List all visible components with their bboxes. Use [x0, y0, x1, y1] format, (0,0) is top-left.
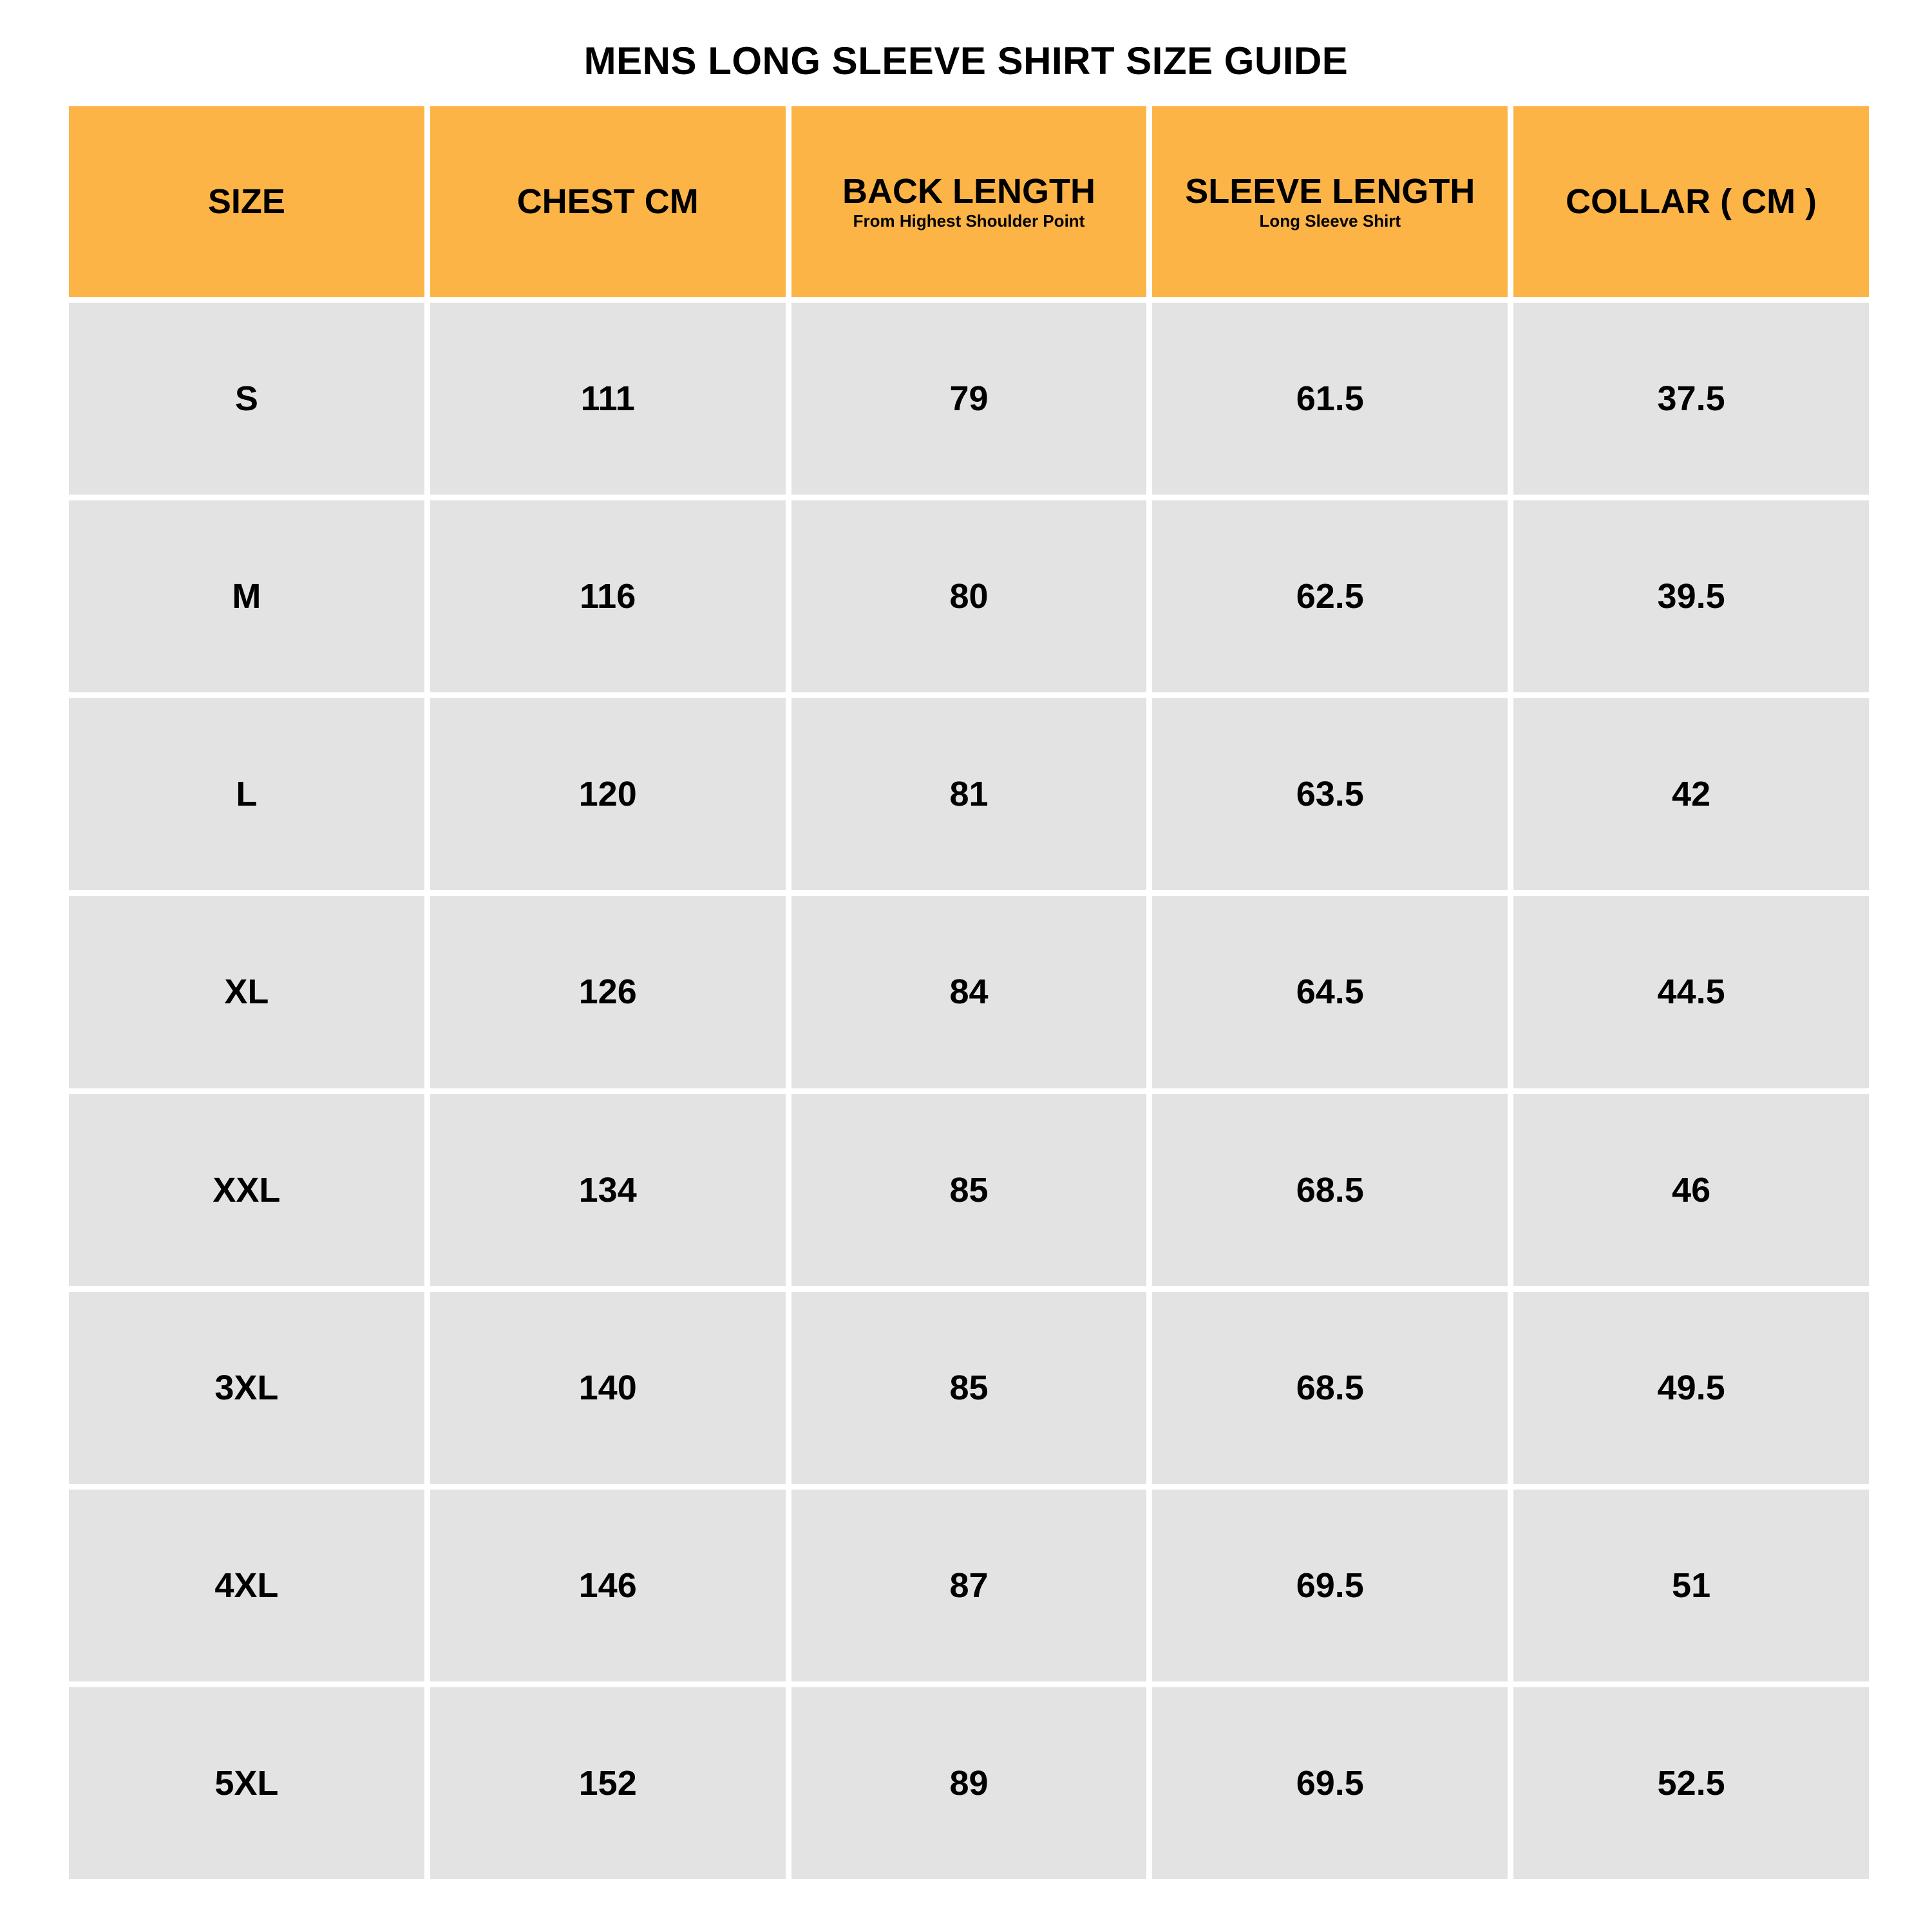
table-cell-size: M	[69, 500, 424, 692]
table-cell-back-length: 84	[791, 896, 1147, 1088]
table-cell-collar: 37.5	[1513, 303, 1869, 495]
table-cell-chest: 152	[430, 1687, 786, 1879]
table-cell-sleeve-length: 62.5	[1152, 500, 1508, 692]
page-title: MENS LONG SLEEVE SHIRT SIZE GUIDE	[583, 39, 1349, 82]
table-cell-back-length: 85	[791, 1094, 1147, 1286]
table-cell-chest: 146	[430, 1490, 786, 1681]
table-cell-collar: 42	[1513, 698, 1869, 890]
size-guide-table	[69, 106, 1869, 1879]
table-cell-back-length: 87	[791, 1490, 1147, 1681]
table-cell-size: S	[69, 303, 424, 495]
table-cell-chest: 140	[430, 1292, 786, 1484]
table-cell-chest: 111	[430, 303, 786, 495]
header-cell-size	[69, 106, 424, 297]
table-cell-collar: 51	[1513, 1490, 1869, 1681]
table-cell-size: 3XL	[69, 1292, 424, 1484]
table-cell-back-length: 89	[791, 1687, 1147, 1879]
table-cell-sleeve-length: 69.5	[1152, 1490, 1508, 1681]
table-cell-collar: 46	[1513, 1094, 1869, 1286]
header-label: BACK LENGTH	[842, 172, 1095, 211]
table-cell-chest: 116	[430, 500, 786, 692]
table-cell-sleeve-length: 68.5	[1152, 1292, 1508, 1484]
table-cell-sleeve-length: 68.5	[1152, 1094, 1508, 1286]
table-cell-sleeve-length: 63.5	[1152, 698, 1508, 890]
table-cell-size: 4XL	[69, 1490, 424, 1681]
header-cell-chest	[430, 106, 786, 297]
table-cell-sleeve-length: 61.5	[1152, 303, 1508, 495]
table-cell-size: 5XL	[69, 1687, 424, 1879]
table-cell-back-length: 80	[791, 500, 1147, 692]
table-cell-sleeve-length: 69.5	[1152, 1687, 1508, 1879]
table-cell-collar: 49.5	[1513, 1292, 1869, 1484]
header-cell-back-length	[791, 106, 1147, 297]
header-sublabel: Long Sleeve Shirt	[1259, 211, 1401, 231]
header-label: COLLAR ( CM )	[1566, 182, 1817, 221]
table-cell-sleeve-length: 64.5	[1152, 896, 1508, 1088]
header-sublabel: From Highest Shoulder Point	[853, 211, 1085, 231]
table-cell-size: XXL	[69, 1094, 424, 1286]
header-label: SIZE	[207, 182, 285, 221]
table-cell-size: XL	[69, 896, 424, 1088]
header-label: SLEEVE LENGTH	[1185, 172, 1475, 211]
header-cell-collar	[1513, 106, 1869, 297]
table-cell-back-length: 85	[791, 1292, 1147, 1484]
table-cell-back-length: 81	[791, 698, 1147, 890]
table-cell-chest: 120	[430, 698, 786, 890]
table-cell-chest: 126	[430, 896, 786, 1088]
table-cell-collar: 39.5	[1513, 500, 1869, 692]
header-label: CHEST CM	[516, 182, 699, 221]
header-cell-sleeve-length	[1152, 106, 1508, 297]
table-cell-collar: 44.5	[1513, 896, 1869, 1088]
table-cell-back-length: 79	[791, 303, 1147, 495]
table-cell-chest: 134	[430, 1094, 786, 1286]
table-cell-size: L	[69, 698, 424, 890]
table-cell-collar: 52.5	[1513, 1687, 1869, 1879]
